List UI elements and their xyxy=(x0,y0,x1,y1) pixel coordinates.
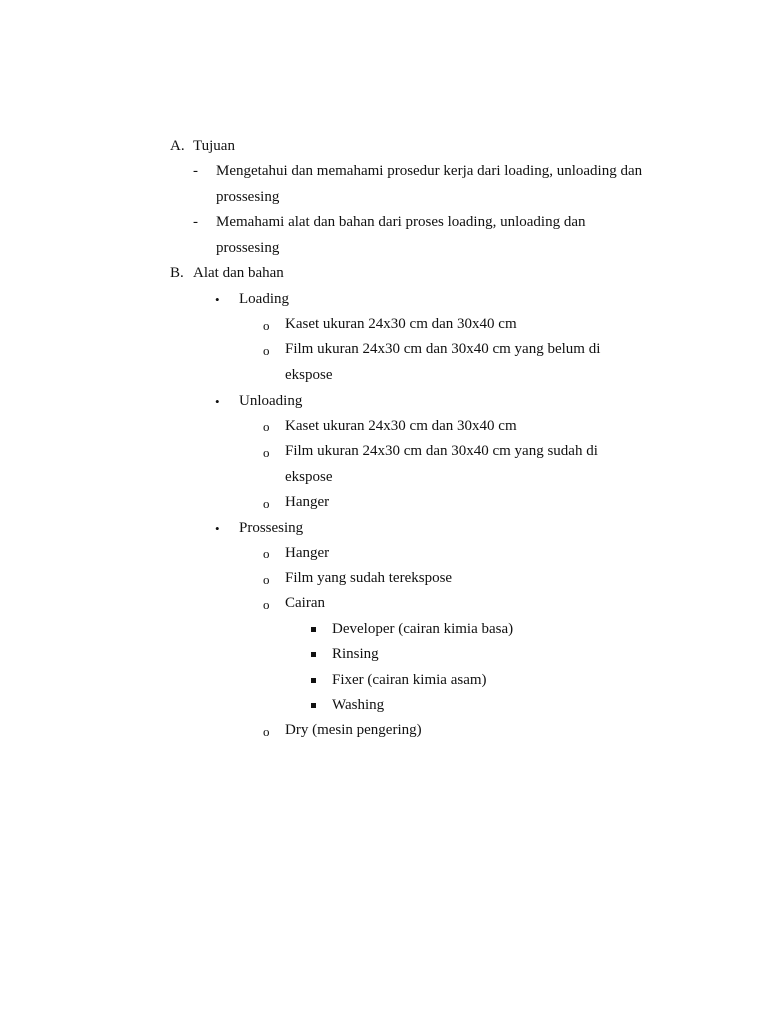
list-item: Cairan xyxy=(285,595,325,611)
list-item: Kaset ukuran 24x30 cm dan 30x40 cm xyxy=(285,316,517,332)
list-item: Kaset ukuran 24x30 cm dan 30x40 cm xyxy=(285,418,517,434)
group-label-unloading: Unloading xyxy=(239,393,303,409)
dash-marker: - xyxy=(193,214,198,230)
square-bullet-icon xyxy=(311,652,316,657)
circle-marker-icon: o xyxy=(263,724,270,739)
list-item: Film ukuran 24x30 cm dan 30x40 cm yang sudah di xyxy=(285,443,598,459)
section-a-title: Tujuan xyxy=(193,138,235,154)
list-item: Hanger xyxy=(285,545,330,561)
circle-marker-icon: o xyxy=(263,445,270,460)
circle-marker-icon: o xyxy=(263,572,270,587)
circle-marker-icon: o xyxy=(263,496,270,511)
bullet-icon: • xyxy=(215,292,220,307)
section-b-title: Alat dan bahan xyxy=(193,265,284,281)
sub-list-item: Washing xyxy=(332,697,385,713)
list-item: Hanger xyxy=(285,494,330,510)
circle-marker-icon: o xyxy=(263,318,270,333)
list-item: Mengetahui dan memahami prosedur kerja dari loading, unloading dan xyxy=(216,163,643,179)
list-item-continuation: ekspose xyxy=(285,469,333,485)
list-item-continuation: prossesing xyxy=(216,189,280,205)
circle-marker-icon: o xyxy=(263,546,270,561)
sub-list-item: Fixer (cairan kimia asam) xyxy=(332,672,487,688)
bullet-icon: • xyxy=(215,394,220,409)
sub-list-item: Rinsing xyxy=(332,646,379,662)
square-bullet-icon xyxy=(311,678,316,683)
circle-marker-icon: o xyxy=(263,343,270,358)
list-item: Memahami alat dan bahan dari proses loading, unloading dan xyxy=(216,214,586,230)
circle-marker-icon: o xyxy=(263,419,270,434)
square-bullet-icon xyxy=(311,703,316,708)
square-bullet-icon xyxy=(311,627,316,632)
list-item: Dry (mesin pengering) xyxy=(285,722,422,738)
dash-marker: - xyxy=(193,163,198,179)
group-label-prossesing: Prossesing xyxy=(239,520,304,536)
group-label-loading: Loading xyxy=(239,291,289,307)
circle-marker-icon: o xyxy=(263,597,270,612)
list-item-continuation: prossesing xyxy=(216,240,280,256)
list-item: Film ukuran 24x30 cm dan 30x40 cm yang belum di xyxy=(285,341,601,357)
sub-list-item: Developer (cairan kimia basa) xyxy=(332,621,514,637)
bullet-icon: • xyxy=(215,521,220,536)
list-item-continuation: ekspose xyxy=(285,367,333,383)
section-b-marker: B. xyxy=(170,265,184,281)
section-a-marker: A. xyxy=(170,138,185,154)
list-item: Film yang sudah terekspose xyxy=(285,570,453,586)
